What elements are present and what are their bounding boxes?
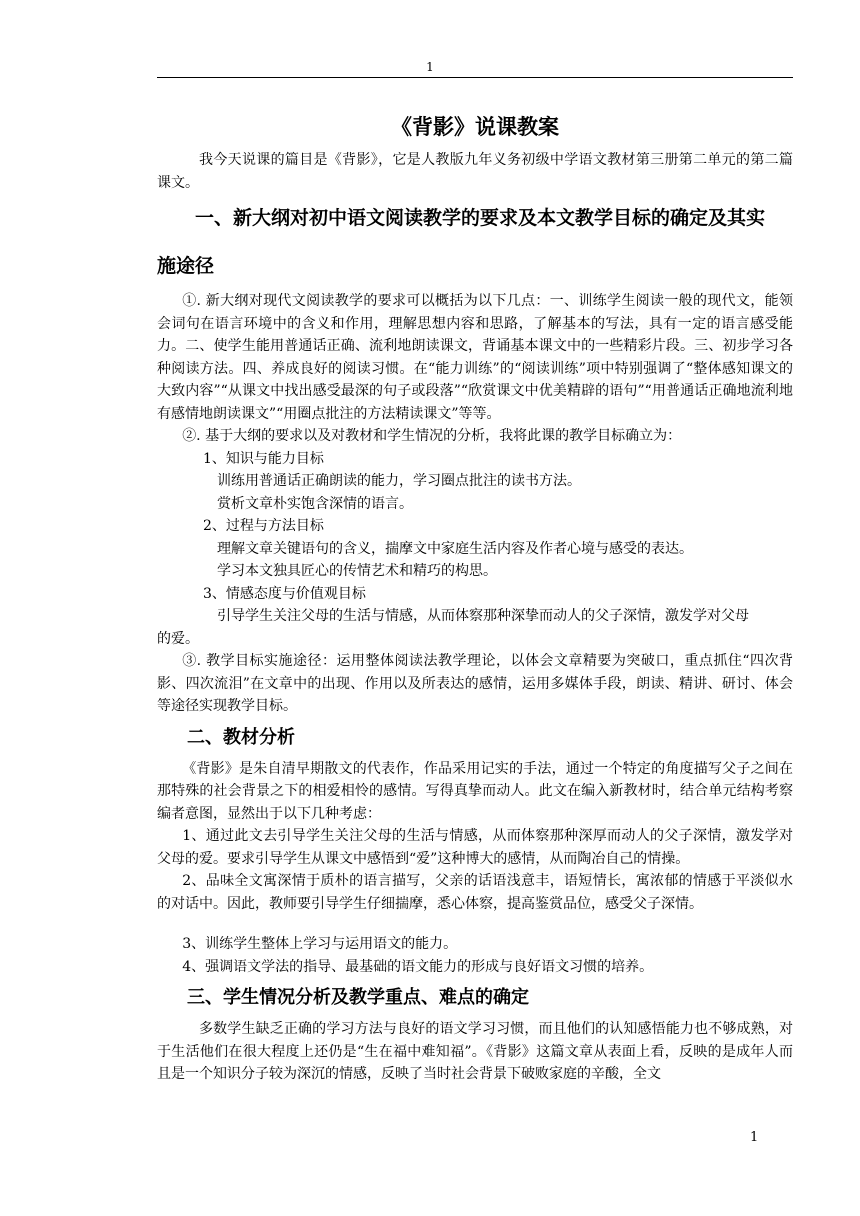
section3-paragraph-1: 多数学生缺乏正确的学习方法与良好的语文学习习惯，而且他们的认知感悟能力也不够成熟，对于生活他们在很大程度上还仍是“生在福中难知福”。《背影》这篇文章从表面上看，反映的是成年人而且是一个知识分子较为深沉的情感，反映了当时社会背景下破败家庭的辛酸，全文 (157, 1021, 793, 1082)
section1-heading-line1: 一、新大纲对初中语文阅读教学的要求及本文教学目标的确定及其实 (195, 207, 766, 229)
goal3-title: 3、情感态度与价值观目标 (203, 585, 366, 602)
document-title: 《背影》说课教案 (391, 115, 559, 139)
section2-paragraph-4: 3、训练学生整体上学习与运用语文的能力。 (182, 936, 458, 952)
header-rule (157, 77, 793, 78)
document-body (157, 105, 793, 1086)
section2-paragraph-3: 2、品味全文寓深情于质朴的语言描写，父亲的话语浅意丰，语短情长，寓浓郁的情感于平淡似水的对话中。因此，教师要引导学生仔细揣摩，悉心体察，提高鉴赏品位，感受父子深情。 (157, 873, 793, 912)
section1-heading (157, 194, 793, 290)
section2-heading: 二、教材分析 (187, 726, 295, 748)
blank-line (157, 915, 793, 933)
header-page-number: 1 (426, 60, 434, 74)
section2-paragraph-2: 1、通过此文去引导学生关注父母的生活与情感，从而体察那种深厚而动人的父子深情，激发学对父母的爱。要求引导学生从课文中感悟到“爱”这种博大的感情，从而陶冶自己的情操。 (157, 828, 793, 867)
footer-page-number: 1 (750, 1130, 759, 1145)
section1-heading-line2: 施途径 (157, 255, 215, 277)
goal2-item-a: 理解文章关键语句的含义，揣摩文中家庭生活内容及作者心境与感受的表达。 (217, 540, 693, 557)
section1-paragraph-3: ③. 教学目标实施途径：运用整体阅读法教学理论，以体会文章精要为突破口，重点抓住“四次背影、四次流泪”在文章中的出现、作用以及所表达的感情，运用多媒体手段，朗读、精讲、研讨、体会等途径实现教学目标。 (157, 653, 793, 714)
goal2-item-b: 学习本文独具匠心的传情艺术和精巧的构思。 (217, 563, 497, 579)
goal1-item-b: 赏析文章朴实饱含深情的语言。 (217, 495, 413, 512)
section2-paragraph-1: 《背影》是朱自清早期散文的代表作，作品采用记实的手法，通过一个特定的角度描写父子之间在那特殊的社会背景之下的相爱相怜的感情。写得真挚而动人。此文在编入新教材时，结合单元结构考察编者意图，显然出于以下几种考虑： (157, 760, 793, 822)
goal3-item-a-line1: 引导学生关注父母的生活与情感，从而体察那种深挚而动人的父子深情，激发学对父母 (217, 608, 749, 624)
intro-paragraph: 我今天说课的篇目是《背影》，它是人教版九年义务初级中学语文教材第三册第二单元的第二篇课文。 (157, 152, 793, 191)
section1-paragraph-2: ②. 基于大纲的要求以及对教材和学生情况的分析，我将此课的教学目标确立为： (182, 428, 682, 444)
section3-heading: 三、学生情况分析及教学重点、难点的确定 (187, 987, 529, 1008)
section1-paragraph-1: ①. 新大纲对现代文阅读教学的要求可以概括为以下几点：一、训练学生阅读一般的现代文，能领会词句在语言环境中的含义和作用，理解思想内容和思路，了解基本的写法，具有一定的语言感受能力。二、使学生能用普通话正确、流利地朗读课文，背诵基本课文中的一些精彩片段。三、初步学习各种阅读方法。四、养成良好的阅读习惯。在“能力训练”的“阅读训练”项中特别强调了“整体感知课文的大致内容”“从课文中找出感受最深的句子或段落”“欣赏课文中优美精辟的语句”“用普通话正确地流利地有感情地朗读课文”“用圈点批注的方法精读课文”等等。 (157, 293, 793, 422)
goal2-title: 2、过程与方法目标 (203, 518, 324, 534)
section2-paragraph-5: 4、强调语文学法的指导、最基础的语文能力的形成与良好语文习惯的培养。 (182, 958, 654, 975)
goal1-title: 1、知识与能力目标 (203, 450, 324, 467)
goal1-item-a: 训练用普通话正确朗读的能力，学习圈点批注的读书方法。 (217, 473, 581, 489)
goal3-item-a-line2: 的爱。 (157, 630, 199, 647)
